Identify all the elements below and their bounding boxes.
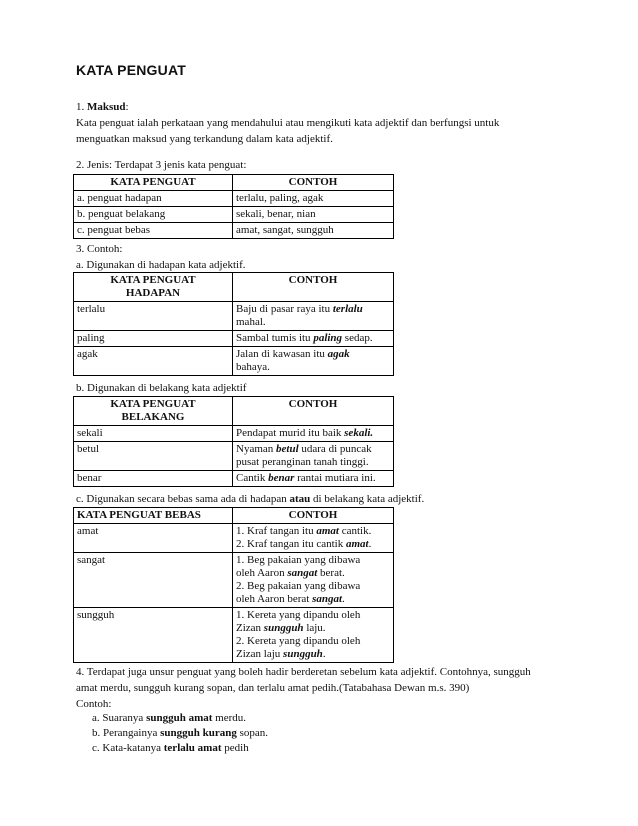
section-4-contoh: Contoh: bbox=[76, 698, 112, 710]
cell-text: 2. Kereta yang dipandu oleh bbox=[236, 635, 361, 647]
intro-text: di belakang kata adjektif. bbox=[310, 493, 425, 505]
cell-text: bahaya. bbox=[236, 361, 270, 373]
table-cell: a. penguat hadapan bbox=[74, 191, 233, 207]
emphasis: sungguh bbox=[263, 622, 304, 634]
cell-text: 1. Kereta yang dipandu oleh bbox=[236, 609, 361, 621]
table-header: CONTOH bbox=[233, 175, 394, 191]
section-3-intro bbox=[76, 241, 246, 273]
table-cell: terlalu, paling, agak bbox=[233, 191, 394, 207]
table-cell bbox=[233, 331, 394, 347]
table-cell bbox=[233, 471, 394, 487]
cell-text: 2. Kraf tangan itu cantik bbox=[236, 538, 346, 550]
table-row bbox=[74, 471, 394, 487]
header-line: BELAKANG bbox=[121, 411, 185, 423]
emphasis: terlalu bbox=[332, 303, 363, 315]
colon: : bbox=[125, 101, 129, 113]
section-1 bbox=[76, 99, 499, 147]
table-header bbox=[74, 273, 233, 302]
cell-text: sedap. bbox=[342, 332, 373, 344]
cell-text: Pendapat murid itu baik bbox=[236, 427, 345, 439]
section-3b-intro: b. Digunakan di belakang kata adjektif bbox=[76, 382, 247, 394]
cell-text: mahal. bbox=[236, 316, 266, 328]
section-4-examples bbox=[92, 711, 268, 756]
cell-text: . bbox=[322, 648, 326, 660]
emphasis: benar bbox=[268, 472, 295, 484]
item-text: b. Perangainya bbox=[92, 727, 161, 739]
table-cell: terlalu bbox=[74, 302, 233, 331]
list-item bbox=[92, 726, 268, 741]
section-3c-intro bbox=[76, 491, 424, 507]
cell-text: 2. Beg pakaian yang dibawa bbox=[236, 580, 361, 592]
emphasis: paling bbox=[313, 332, 343, 344]
emphasis: amat bbox=[316, 525, 339, 537]
penguat-hadapan-table bbox=[73, 272, 394, 376]
table-cell: agak bbox=[74, 347, 233, 376]
section-2-intro: 2. Jenis: Terdapat 3 jenis kata penguat: bbox=[76, 159, 247, 171]
table-header: CONTOH bbox=[233, 508, 394, 524]
table-row bbox=[74, 524, 394, 553]
table-cell: benar bbox=[74, 471, 233, 487]
table-row bbox=[74, 223, 394, 239]
cell-text: cantik. bbox=[338, 525, 372, 537]
section-3a-intro: a. Digunakan di hadapan kata adjektif. bbox=[76, 259, 246, 271]
table-cell: sekali, benar, nian bbox=[233, 207, 394, 223]
section-1-heading bbox=[76, 99, 499, 115]
cell-text: Zizan laju bbox=[236, 648, 284, 660]
penguat-bebas-table bbox=[73, 507, 394, 663]
penguat-types-table bbox=[73, 174, 394, 239]
cell-text: berat. bbox=[317, 567, 345, 579]
table-cell bbox=[233, 302, 394, 331]
penguat-belakang-table bbox=[73, 396, 394, 487]
emphasis: sangat bbox=[287, 567, 318, 579]
header-line: KATA PENGUAT bbox=[110, 398, 196, 410]
intro-text: c. Digunakan secara bebas sama ada di hadapan bbox=[76, 493, 290, 505]
cell-text: Cantik bbox=[236, 472, 269, 484]
emphasis: amat bbox=[345, 538, 369, 550]
header-line: KATA PENGUAT bbox=[110, 274, 196, 286]
page-title: KATA PENGUAT bbox=[76, 62, 186, 78]
item-text: merdu. bbox=[212, 712, 246, 724]
table-cell: paling bbox=[74, 331, 233, 347]
item-bold: terlalu amat bbox=[163, 742, 222, 754]
table-cell bbox=[233, 553, 394, 608]
table-cell: betul bbox=[74, 442, 233, 471]
item-bold: sungguh kurang bbox=[160, 727, 237, 739]
table-cell: sangat bbox=[74, 553, 233, 608]
section-3-heading: 3. Contoh: bbox=[76, 243, 123, 255]
cell-text: Zizan bbox=[236, 622, 264, 634]
emphasis: betul bbox=[276, 443, 299, 455]
cell-text: Jalan di kawasan itu bbox=[236, 348, 328, 360]
cell-text: pusat peranginan tanah tinggi. bbox=[236, 456, 369, 468]
cell-text: Baju di pasar raya itu bbox=[236, 303, 333, 315]
table-row bbox=[74, 347, 394, 376]
table-cell: b. penguat belakang bbox=[74, 207, 233, 223]
table-cell: amat, sangat, sungguh bbox=[233, 223, 394, 239]
table-cell: c. penguat bebas bbox=[74, 223, 233, 239]
table-row bbox=[74, 608, 394, 663]
table-cell bbox=[233, 442, 394, 471]
section-number: 1. bbox=[76, 101, 87, 113]
table-cell: sungguh bbox=[74, 608, 233, 663]
table-header: CONTOH bbox=[233, 273, 394, 302]
table-row bbox=[74, 207, 394, 223]
cell-text: . bbox=[342, 593, 345, 605]
cell-text: oleh Aaron berat bbox=[236, 593, 313, 605]
table-row bbox=[74, 553, 394, 608]
table-row bbox=[74, 442, 394, 471]
table-row bbox=[74, 426, 394, 442]
emphasis: agak bbox=[327, 348, 350, 360]
intro-bold: atau bbox=[289, 493, 311, 505]
section-4 bbox=[76, 664, 531, 712]
section-1-line: Kata penguat ialah perkataan yang mendahului atau mengikuti kata adjektif dan berfungsi untuk bbox=[76, 117, 500, 129]
item-text: a. Suaranya bbox=[92, 712, 147, 724]
table-cell bbox=[233, 426, 394, 442]
table-cell: sekali bbox=[74, 426, 233, 442]
header-line: HADAPAN bbox=[125, 287, 181, 299]
item-text: sopan. bbox=[236, 727, 269, 739]
cell-text: rantai mutiara ini. bbox=[294, 472, 376, 484]
item-bold: sungguh amat bbox=[146, 712, 213, 724]
table-row bbox=[74, 302, 394, 331]
list-item bbox=[92, 711, 268, 726]
table-row bbox=[74, 331, 394, 347]
emphasis: sekali. bbox=[344, 427, 374, 439]
table-row bbox=[74, 191, 394, 207]
section-4-line: amat merdu, sungguh kurang sopan, dan terlalu amat pedih.(Tatabahasa Dewan m.s. 390) bbox=[76, 682, 470, 694]
section-heading: Maksud bbox=[87, 101, 126, 113]
cell-text: . bbox=[368, 538, 372, 550]
cell-text: Nyaman bbox=[236, 443, 277, 455]
cell-text: 1. Beg pakaian yang dibawa bbox=[236, 554, 361, 566]
table-header bbox=[74, 397, 233, 426]
item-text: pedih bbox=[221, 742, 249, 754]
table-cell bbox=[233, 608, 394, 663]
emphasis: sangat bbox=[312, 593, 343, 605]
cell-text: laju. bbox=[303, 622, 326, 634]
section-1-line: menguatkan maksud yang terkandung dalam kata adjektif. bbox=[76, 133, 333, 145]
section-4-line: 4. Terdapat juga unsur penguat yang boleh hadir berderetan sebelum kata adjektif. Contohnya, sungguh bbox=[76, 666, 531, 678]
table-header: KATA PENGUAT BEBAS bbox=[74, 508, 233, 524]
cell-text: udara di puncak bbox=[298, 443, 372, 455]
cell-text: Sambal tumis itu bbox=[236, 332, 314, 344]
emphasis: sungguh bbox=[283, 648, 323, 660]
cell-text: oleh Aaron bbox=[236, 567, 288, 579]
item-text: c. Kata-katanya bbox=[92, 742, 164, 754]
cell-text: 1. Kraf tangan itu bbox=[236, 525, 317, 537]
table-cell: amat bbox=[74, 524, 233, 553]
list-item bbox=[92, 741, 268, 756]
table-header: CONTOH bbox=[233, 397, 394, 426]
table-header: KATA PENGUAT bbox=[74, 175, 233, 191]
table-cell bbox=[233, 524, 394, 553]
table-cell bbox=[233, 347, 394, 376]
